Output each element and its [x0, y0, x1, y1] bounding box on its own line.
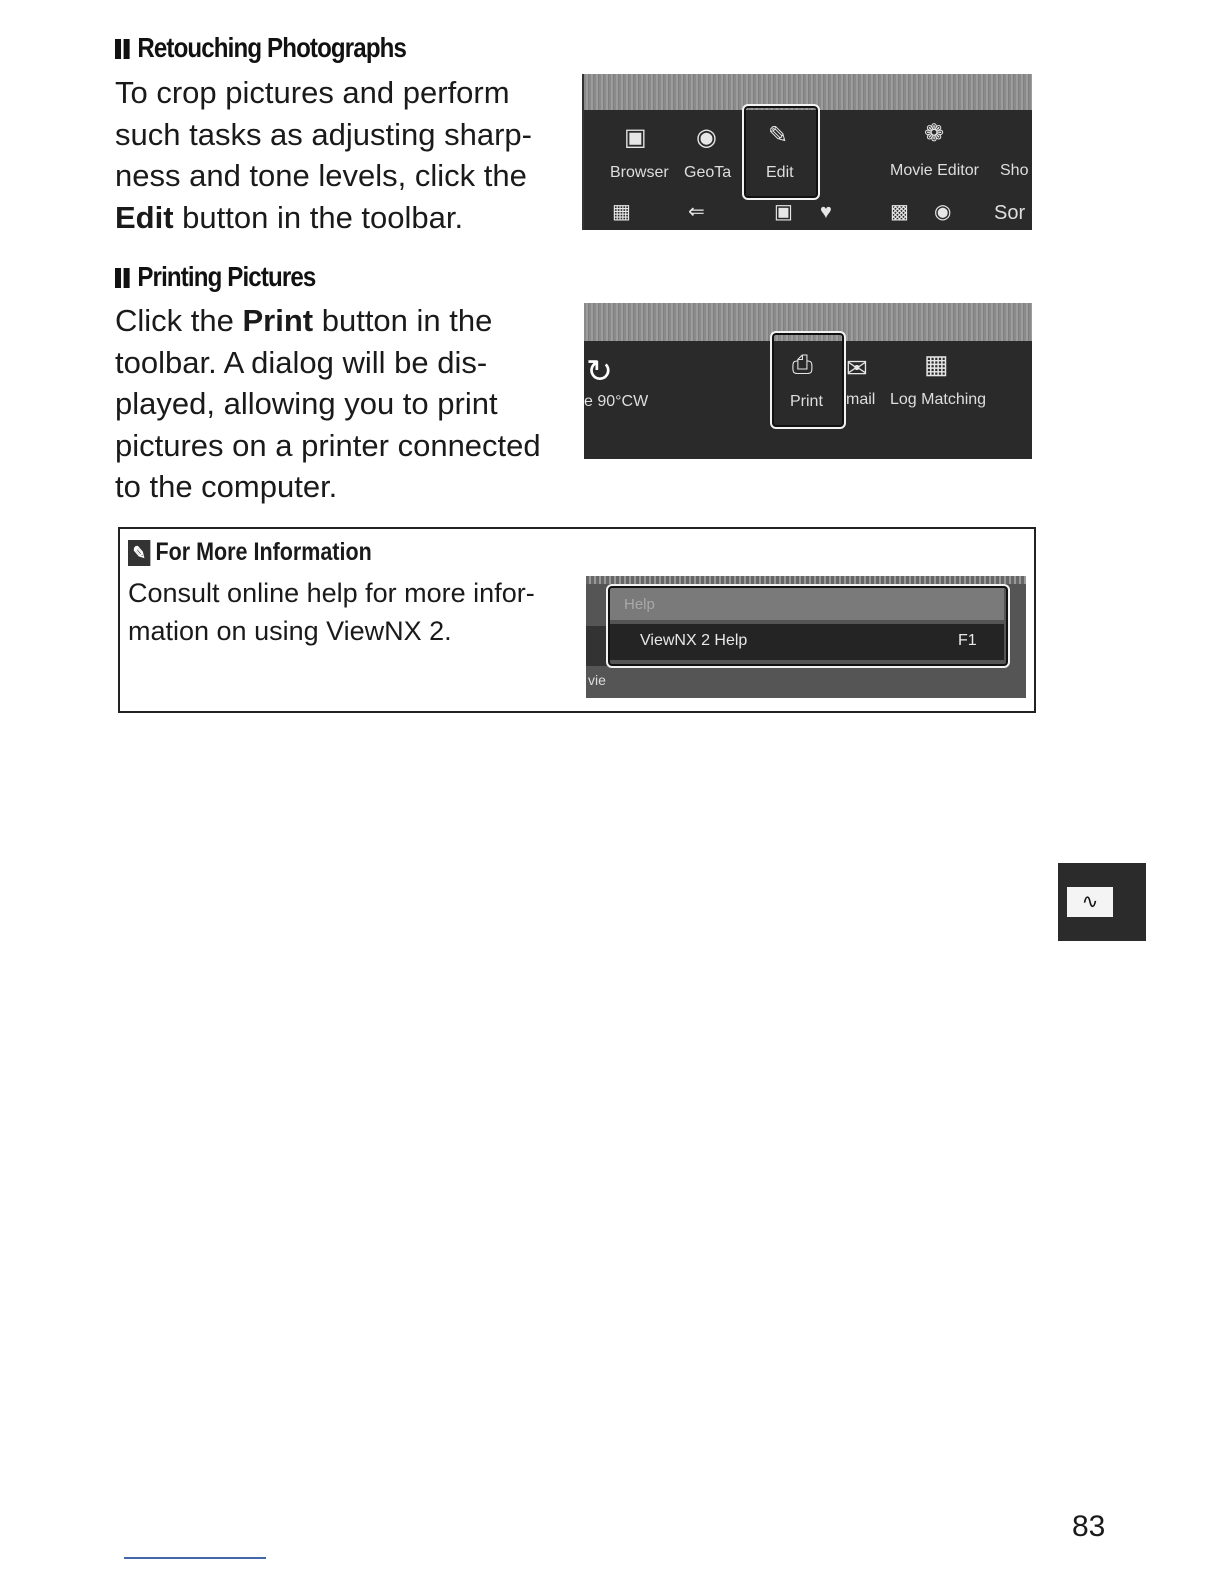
edit-label: Edit: [766, 164, 794, 181]
side-text: vie: [588, 672, 606, 688]
info-note-line-2: mation on using ViewNX 2.: [128, 616, 452, 646]
section-bars-icon: [115, 34, 132, 66]
help-menu-label: Help: [624, 596, 655, 613]
printing-line-1-post: button in the: [313, 303, 493, 338]
retouching-line-2: such tasks as adjusting sharp-: [115, 116, 532, 152]
favorite-icon: ♥: [820, 201, 832, 223]
side-icon-strip: [586, 626, 608, 666]
log-matching-icon: ▦: [924, 349, 949, 379]
section-tab: [1058, 863, 1146, 941]
globe-icon: ◉: [696, 124, 717, 151]
print-toolbar-screenshot: [584, 303, 1032, 459]
info-note-body: [128, 574, 578, 650]
print-label: Print: [790, 393, 823, 410]
printer-icon: ⎙: [792, 349, 813, 379]
print-term: Print: [242, 303, 314, 338]
retouching-heading-text: Retouching Photographs: [137, 32, 407, 63]
log-matching-label: Log Matching: [890, 391, 987, 408]
retouching-line-4-rest: button in the toolbar.: [173, 199, 464, 235]
movie-editor-label: Movie Editor: [890, 162, 979, 179]
printing-line-2: toolbar. A dialog will be dis-: [115, 344, 488, 380]
edit-toolbar-screenshot: [582, 74, 1032, 230]
printing-line-3: played, allowing you to print: [115, 386, 498, 421]
retouching-heading: [115, 32, 406, 66]
envelope-icon: ✉: [846, 353, 868, 383]
layers-icon: ▩: [890, 201, 909, 223]
retouching-line-1: To crop pictures and perform: [115, 75, 510, 110]
section-bars-icon: [115, 263, 132, 295]
print-button-highlight[interactable]: [770, 331, 846, 429]
geotag-label: GeoTa: [684, 164, 732, 181]
rotate-cw-icon: ↻: [586, 353, 613, 389]
email-label: mail: [846, 391, 876, 408]
browser-label: Browser: [610, 164, 669, 181]
rotate-cw-label: e 90°CW: [584, 393, 649, 410]
printing-line-1-pre: Click the: [115, 303, 243, 338]
edit-term: Edit: [115, 199, 174, 235]
info-note-title: [128, 538, 372, 567]
edit-button-highlight[interactable]: [742, 104, 820, 200]
film-reel-icon: ❁: [924, 120, 945, 147]
printing-line-1: [115, 300, 575, 342]
printing-heading-text: Printing Pictures: [137, 261, 316, 292]
help-menu-screenshot: [586, 576, 1026, 698]
pencil-icon: ✎: [128, 540, 150, 566]
printing-body: [115, 300, 575, 508]
printing-line-5: to the computer.: [115, 469, 338, 504]
sor-label: Sor: [994, 202, 1026, 224]
camera-icon: ◉: [934, 201, 952, 223]
back-arrow-icon: ⇐: [688, 201, 705, 223]
retouching-line-4: [115, 197, 575, 239]
page-number: 83: [1072, 1510, 1106, 1543]
footer-rule: [124, 1557, 266, 1559]
grid-icon: ▦: [612, 201, 631, 223]
info-note-line-1: Consult online help for more infor-: [128, 578, 535, 608]
printing-line-4: pictures on a printer connected: [115, 427, 541, 463]
curve-icon: ∿: [1067, 887, 1113, 917]
info-note-title-text: For More Information: [155, 538, 372, 566]
retouching-body: [115, 72, 575, 238]
retouching-line-3: ness and tone levels, click the: [115, 158, 527, 193]
help-shortcut-f1: F1: [958, 632, 977, 649]
menu-band: [586, 576, 1026, 584]
sho-label: Sho: [1000, 162, 1029, 179]
export-icon: ▣: [774, 201, 793, 223]
help-menu-highlight: [606, 584, 1010, 668]
browser-icon: ▣: [624, 124, 647, 151]
viewnx-help-label: ViewNX 2 Help: [640, 632, 748, 649]
edit-icon: ✎: [768, 122, 789, 149]
printing-heading: [115, 261, 315, 295]
